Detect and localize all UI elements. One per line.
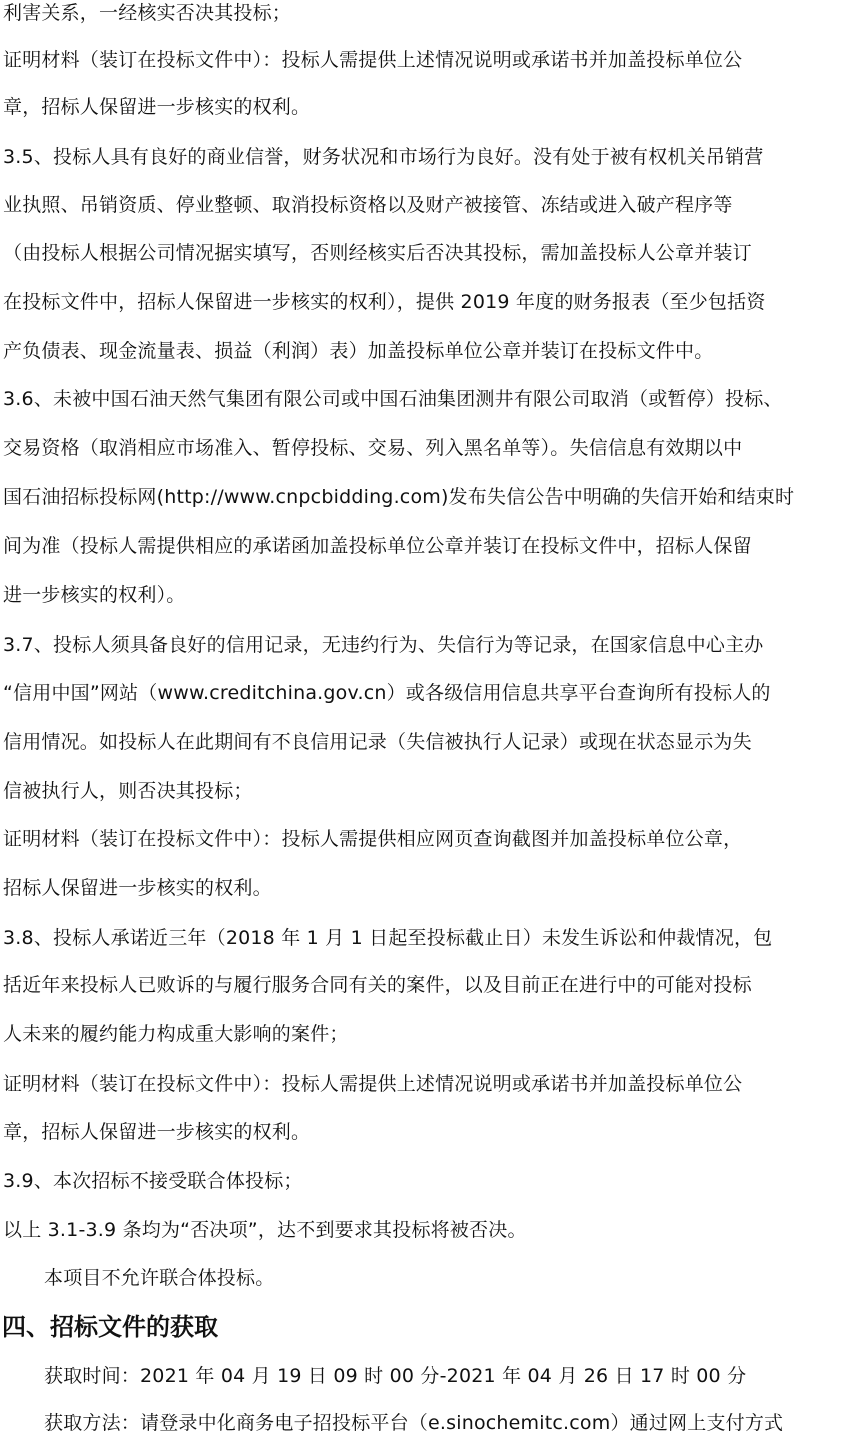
text-line: 括近年来投标人已败诉的与履行服务合同有关的案件，以及目前正在进行中的可能对投标 [3,974,752,996]
text-line: （由投标人根据公司情况据实填写，否则经核实后否决其投标，需加盖投标人公章并装订 [3,242,752,264]
text-line: 利害关系，一经核实否决其投标； [3,2,292,24]
text-line: 本项目不允许联合体投标。 [44,1267,275,1289]
text-line: 业执照、吊销资质、停业整顿、取消投标资格以及财产被接管、冻结或进入破产程序等 [3,194,733,216]
text-line: 3.5、投标人具有良好的商业信誉，财务状况和市场行为良好。没有处于被有权机关吊销营 [3,146,764,168]
text-line: 3.9、本次招标不接受联合体投标； [3,1170,303,1192]
text-line: 证明材料（装订在投标文件中）：投标人需提供上述情况说明或承诺书并加盖投标单位公 [3,1073,743,1095]
text-line: 3.6、未被中国石油天然气集团有限公司或中国石油集团测井有限公司取消（或暂停）投标、 [3,388,783,410]
text-line: 获取时间：2021 年 04 月 19 日 09 时 00 分-2021 年 04 月 26 日 17 时 00 分 [44,1365,747,1387]
text-line: 章，招标人保留进一步核实的权利。 [3,1121,311,1143]
text-line: 产负债表、现金流量表、损益（利润）表）加盖投标单位公章并装订在投标文件中。 [3,340,714,362]
text-line: 3.8、投标人承诺近三年（2018 年 1 月 1 日起至投标截止日）未发生诉讼和仲裁情况，包 [3,927,773,949]
text-line: 招标人保留进一步核实的权利。 [3,877,272,899]
text-line: 信用情况。如投标人在此期间有不良信用记录（失信被执行人记录）或现在状态显示为失 [3,731,752,753]
text-line: 在投标文件中，招标人保留进一步核实的权利），提供 2019 年度的财务报表（至少包括资 [3,291,766,313]
text-line: 交易资格（取消相应市场准入、暂停投标、交易、列入黑名单等）。失信信息有效期以中 [3,437,743,459]
text-line: 3.7、投标人须具备良好的信用记录，无违约行为、失信行为等记录，在国家信息中心主办 [3,634,764,656]
text-line: 人未来的履约能力构成重大影响的案件； [3,1023,349,1045]
text-line: “信用中国”网站（www.creditchina.gov.cn）或各级信用信息共享平台查询所有投标人的 [3,682,771,704]
text-line: 进一步核实的权利）。 [3,584,186,606]
text-line: 章，招标人保留进一步核实的权利。 [3,96,311,118]
section-heading: 四、招标文件的获取 [2,1313,218,1341]
text-line: 国石油招标投标网(http://www.cnpcbidding.com)发布失信公告中明确的失信开始和结束时 [3,486,795,508]
text-line: 以上 3.1-3.9 条均为“否决项”，达不到要求其投标将被否决。 [3,1219,527,1241]
text-line: 证明材料（装订在投标文件中）：投标人需提供上述情况说明或承诺书并加盖投标单位公 [3,49,743,71]
text-line: 获取方法：请登录中化商务电子招投标平台（e.sinochemitc.com）通过网上支付方式 [44,1412,784,1434]
text-line: 间为准（投标人需提供相应的承诺函加盖投标单位公章并装订在投标文件中，招标人保留 [3,535,752,557]
text-line: 信被执行人，则否决其投标； [3,780,253,802]
text-line: 证明材料（装订在投标文件中）：投标人需提供相应网页查询截图并加盖投标单位公章， [3,828,743,850]
